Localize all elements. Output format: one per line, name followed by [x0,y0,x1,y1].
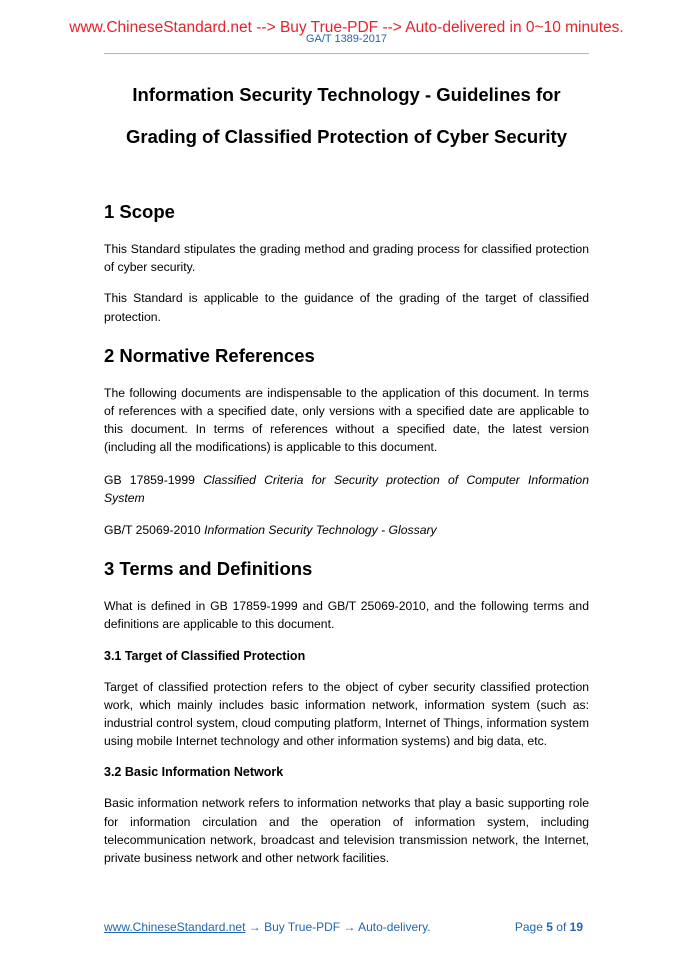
page-of: of [556,920,567,934]
heading-3-1: 3.1 Target of Classified Protection [104,648,306,663]
terms-intro: What is defined in GB 17859-1999 and GB/T 25069-2010, and the following terms and definitions are applicable to this document. [104,599,589,632]
reference-gb17859 [104,471,589,507]
heading-3-2: 3.2 Basic Information Network [104,765,284,780]
heading-terms-definitions: 3 Terms and Definitions [104,558,313,580]
title-line-2: Grading of Classified Protection of Cyber Security [125,126,567,147]
page-label: Page [514,920,543,934]
page-footer [104,917,589,935]
reference-code: GB/T 25069-2010 [104,523,201,538]
footer-left [104,919,431,935]
heading-normative-references: 2 Normative References [104,344,315,366]
footer-tagline: → Buy True-PDF → Auto-delivery. [248,920,431,934]
reference-title: Information Security Technology - Glossary [204,523,437,538]
reference-gbt25069 [104,521,589,539]
standard-code: GA/T 1389-2017 [305,33,388,45]
page-content [104,84,589,867]
promo-banner[interactable]: www.ChineseStandard.net --> Buy True-PDF --> Auto-delivered in 0~10 minutes. [69,19,624,36]
document-title [104,84,589,148]
page-number [515,919,583,935]
scope-paragraph-1: This Standard stipulates the grading method and grading process for classified protection of cyber security. [104,242,589,275]
page-current: 5 [546,920,553,934]
term-3-2-definition: Basic information network refers to information networks that play a basic supporting role for information circulation and the operation of information system, including telecommunication network, broadcast and television transmission network, the Internet, private business network and other network facilities. [104,796,589,866]
page-total: 19 [569,920,583,934]
footer-site-link[interactable]: www.ChineseStandard.net [104,920,246,934]
term-3-1-definition: Target of classified protection refers to the object of cyber security classified protection work, which mainly includes basic information network, information system (such as: industrial control system, cloud computing platform, Internet of Things, information system using mobile Internet technology and other information systems) and big data, etc. [104,679,589,749]
normative-paragraph: The following documents are indispensable to the application of this document. In terms of references with a specified date, only versions with a specified date are applicable to this document. In terms of references without a specified date, the latest version (including all the modifications) is applicable to this document. [104,385,589,455]
scope-paragraph-2: This Standard is applicable to the guidance of the grading of the target of classified protection. [104,291,589,324]
header-divider [104,53,589,54]
title-line-1: Information Security Technology - Guidelines for [132,84,561,105]
heading-scope: 1 Scope [104,201,175,222]
reference-code: GB 17859-1999 [104,472,195,487]
reference-title: Classified Criteria for Security protection of Computer Information System [104,472,589,505]
